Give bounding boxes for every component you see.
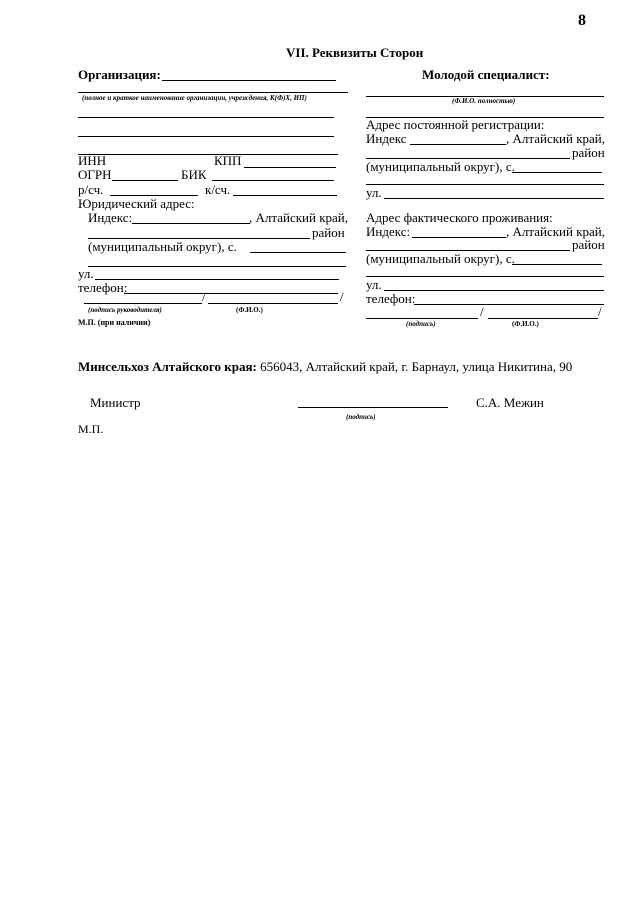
organization-name-line[interactable] [162,80,336,81]
legal-index-field[interactable] [132,223,250,224]
kpp-field[interactable] [244,167,336,168]
bik-field[interactable] [212,180,334,181]
bik-label: БИК [181,167,207,182]
organization-sign-field[interactable] [84,303,202,304]
minister-sign-field[interactable] [298,407,448,408]
specialist-fio-caption: (Ф.И.О.) [512,320,539,328]
actual-index-label: Индекс: [366,224,411,239]
actual-street-field[interactable] [384,290,604,291]
inn-label: ИНН [78,153,107,168]
legal-address-label: Юридический адрес: [78,196,195,211]
specialist-sign-field[interactable] [366,318,478,319]
ks-field[interactable] [233,195,337,196]
inn-top-line [78,154,338,155]
section-title: VII. Реквизиты Сторон [286,45,424,60]
permanent-district-label: район [572,145,605,160]
organization-slash-1: / [202,289,206,304]
legal-address-extra-line[interactable] [88,266,346,267]
specialist-name-caption: (Ф.И.О. полностью) [452,97,516,105]
permanent-index-label: Индекс [366,131,407,146]
actual-municipal-label: (муниципальный округ), с. [366,251,515,266]
permanent-address-label: Адрес постоянной регистрации: [366,117,545,132]
page-number: 8 [578,12,586,29]
specialist-phone-field[interactable] [414,304,604,305]
actual-index-field[interactable] [412,237,506,238]
organization-name-line-4[interactable] [78,136,334,137]
legal-district-label: район [312,225,345,240]
minister-name: С.А. Межин [476,395,544,410]
actual-address-extra-line[interactable] [366,276,604,277]
permanent-index-field[interactable] [410,144,506,145]
actual-address-label: Адрес фактического проживания: [366,210,553,225]
ogrn-field[interactable] [112,180,178,181]
organization-fio-caption: (Ф.И.О.) [236,306,263,314]
specialist-phone-label: телефон: [366,291,416,306]
organization-phone-label: телефон: [78,280,128,295]
organization-slash-2: / [340,289,344,304]
kpp-label: КПП [214,153,242,168]
permanent-street-field[interactable] [384,198,604,199]
ministry-name: Минсельхоз Алтайского края: [78,359,257,374]
organization-name-line-3[interactable] [78,117,334,118]
legal-region-label: , Алтайский край, [249,210,348,225]
specialist-slash-2: / [598,304,602,319]
legal-index-label: Индекс: [88,210,133,225]
legal-street-label: ул. [78,266,94,281]
actual-street-label: ул. [366,277,382,292]
actual-village-field[interactable] [512,264,602,265]
ks-label: к/сч. [205,182,231,197]
organization-stamp: М.П. (при наличии) [78,318,151,327]
legal-street-field[interactable] [95,279,339,280]
organization-name-caption: (полное и краткое наименование организации, учреждения, К(Ф)Х, ИП) [82,94,307,102]
ministry-stamp: М.П. [78,422,104,436]
legal-municipal-label: (муниципальный округ), с. [88,239,237,254]
rs-label: р/сч. [78,182,104,197]
specialist-heading: Молодой специалист: [422,67,550,82]
legal-village-field[interactable] [250,252,346,253]
organization-fio-field[interactable] [208,303,338,304]
specialist-fio-field[interactable] [488,318,598,319]
organization-sign-caption: (подпись руководителя) [88,306,162,314]
actual-district-label: район [572,237,605,252]
ministry-address: 656043, Алтайский край, г. Барнаул, улица Никитина, 90 [256,359,573,374]
ministry-requisites [78,360,572,374]
permanent-address-extra-line[interactable] [366,184,604,185]
minister-sign-caption: (подпись) [346,413,376,421]
specialist-sign-caption: (подпись) [406,320,436,328]
permanent-region-label: , Алтайский край, [506,131,605,146]
ogrn-label: ОГРН [78,167,112,182]
actual-region-label: , Алтайский край, [506,224,605,239]
permanent-street-label: ул. [366,185,382,200]
specialist-slash-1: / [480,304,484,319]
permanent-municipal-label: (муниципальный округ), с. [366,159,515,174]
organization-heading: Организация: [78,67,161,82]
permanent-village-field[interactable] [512,172,602,173]
organization-name-line-2[interactable] [78,92,348,93]
organization-phone-field[interactable] [124,293,338,294]
minister-position: Министр [90,395,141,410]
